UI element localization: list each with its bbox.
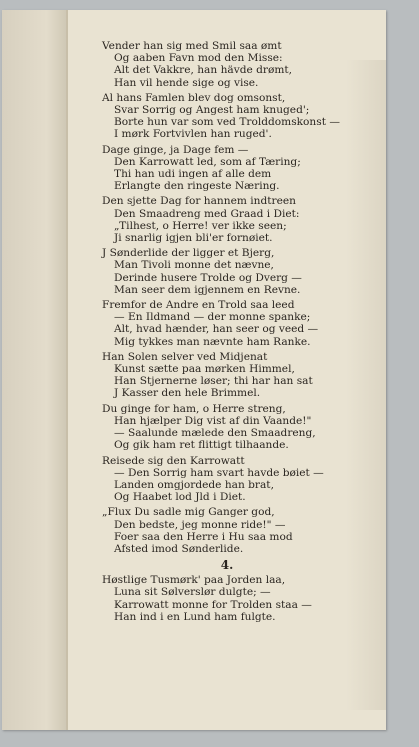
stanza	[102, 351, 382, 400]
poem-line: Fremfor de Andre en Trold saa leed	[102, 299, 295, 312]
poem-line: Erlangte den ringeste Næring.	[114, 180, 280, 193]
poem-line: Alt det Vakkre, han hävde drømt,	[114, 64, 293, 77]
poem-line: Du ginge for ham, o Herre streng,	[102, 402, 286, 415]
poem-line: Den Smaadreng med Graad i Diet:	[114, 207, 300, 220]
stanza	[102, 455, 382, 504]
stanza	[102, 144, 382, 193]
poem-line: J Kasser den hele Brimmel.	[114, 387, 261, 400]
poem-line: Og gik ham ret flittigt tilhaande.	[114, 439, 289, 452]
poem-line: „Tilhest, o Herre! ver ikke seen;	[114, 219, 287, 232]
stanza	[102, 403, 382, 452]
stanza	[102, 247, 382, 296]
poem-line: Afsted imod Sønderlide.	[114, 542, 244, 555]
poem-line: Man Tivoli monne det nævne,	[114, 259, 274, 272]
stanza	[102, 299, 382, 348]
poem-line: Han vil hende sige og vise.	[114, 76, 259, 89]
poem-line: Han Stjernerne løser; thi har han sat	[114, 375, 313, 388]
poem-line: Borte hun var som ved Trolddomskonst —	[114, 116, 340, 129]
stanza	[102, 506, 382, 555]
poem-line: J Sønderlide der ligger et Bjerg,	[102, 247, 275, 260]
poem-line: Ji snarlig igjen bli'er fornøiet.	[114, 232, 273, 245]
poem-line: Alt, hvad hænder, han seer og veed —	[114, 323, 319, 336]
poem-line: Karrowatt monne for Trolden staa —	[114, 598, 312, 611]
poem-line: Thi han udi ingen af alle dem	[114, 168, 272, 181]
poem-line: Han ind i en Lund ham fulgte.	[114, 610, 276, 623]
page-margin-strip	[2, 10, 67, 730]
stanza	[102, 40, 382, 89]
poem-line: Og aaben Favn mod den Misse:	[114, 52, 283, 65]
poem-line: Derinde husere Trolde og Dverg —	[114, 271, 302, 284]
poem-line: „Flux Du sadle mig Ganger god,	[102, 506, 275, 519]
poem-line: — Saalunde mælede den Smaadreng,	[114, 427, 316, 440]
poem-line: Luna sit Sølverslør dulgte; —	[114, 586, 271, 599]
poem-line: I mørk Fortvivlen han ruged'.	[114, 128, 272, 141]
poem-line: Kunst sætte paa mørken Himmel,	[114, 363, 295, 376]
stanza	[102, 574, 382, 623]
poem-line: Reisede sig den Karrowatt	[102, 454, 245, 467]
poem-line: Vender han sig med Smil saa ømt	[102, 40, 282, 52]
poem-line: Og Haabet lod Jld i Diet.	[114, 491, 246, 504]
poem-line: Den Karrowatt led, som af Tæring;	[114, 155, 301, 168]
poem-line: Al hans Famlen blev dog omsonst,	[102, 91, 286, 104]
poem-line: — En Ildmand — der monne spanke;	[114, 311, 311, 324]
document-page	[2, 10, 386, 730]
page-fold	[66, 10, 68, 730]
poem-line: Han Solen selver ved Midjenat	[102, 350, 268, 363]
poem-line: Den sjette Dag for hannem indtreen	[102, 195, 296, 208]
poem-line: Han hjælper Dig vist af din Vaande!"	[114, 414, 312, 427]
section-number: 4.	[220, 558, 234, 573]
poem-line: Man seer dem igjennem en Revne.	[114, 283, 301, 296]
stanza	[102, 92, 382, 141]
poem-text	[102, 40, 382, 626]
poem-line: Dage ginge, ja Dage fem —	[102, 143, 249, 156]
poem-line: — Den Sorrig ham svart havde bøiet —	[114, 466, 324, 479]
poem-line: Høstlige Tusmørk' paa Jorden laa,	[102, 574, 286, 587]
stanza	[102, 195, 382, 244]
poem-line: Mig tykkes man nævnte ham Ranke.	[114, 335, 311, 348]
poem-line: Svar Sorrig og Angest ham knuged';	[114, 104, 310, 117]
poem-line: Landen omgjordede han brat,	[114, 478, 274, 491]
poem-line: Foer saa den Herre i Hu saa mod	[114, 530, 293, 543]
poem-line: Den bedste, jeg monne ride!" —	[114, 518, 286, 531]
